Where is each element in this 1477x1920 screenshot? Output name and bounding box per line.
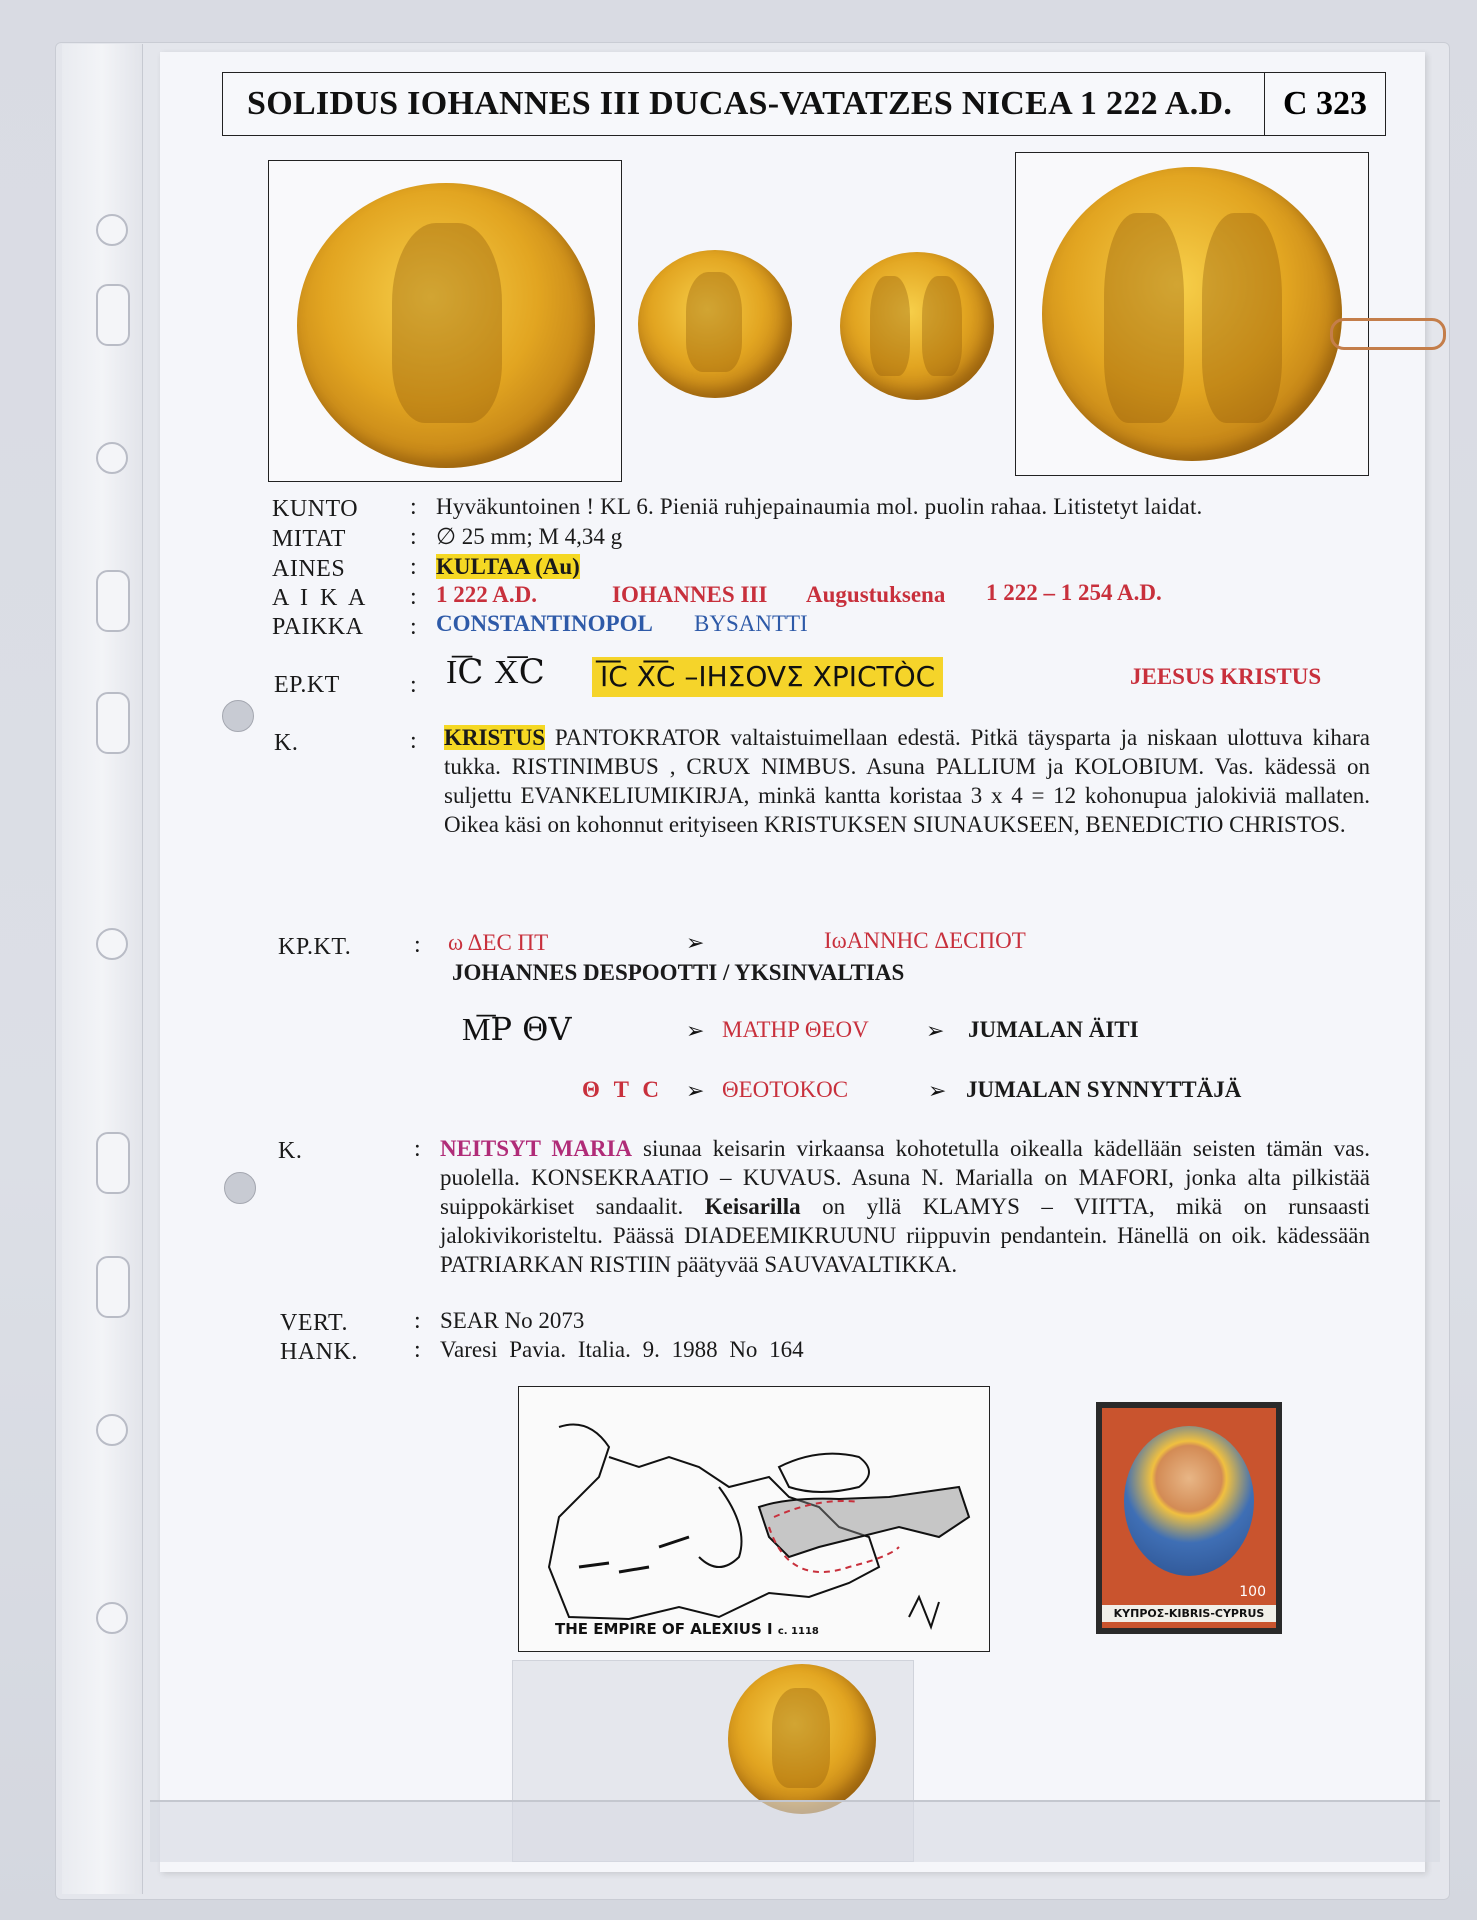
stamp-country: ΚΥΠΡΟΣ-KIBRIS-CYPRUS xyxy=(1102,1605,1276,1622)
actual-coin xyxy=(728,1664,876,1814)
arrow-icon: ➢ xyxy=(686,930,705,955)
paperclip xyxy=(1330,318,1446,350)
hank-value: Varesi Pavia. Italia. 9. 1988 No 164 xyxy=(440,1337,804,1362)
aines-value: KULTAA (Au) xyxy=(436,554,580,579)
reverse-coin-small-image xyxy=(840,252,994,400)
reverse-coin-image xyxy=(1042,167,1342,461)
sleeve-bottom-edge xyxy=(150,1800,1440,1862)
obverse-photo-frame xyxy=(268,160,622,482)
aika-year: 1 222 A.D. xyxy=(436,582,537,607)
k1-highlight: KRISTUS xyxy=(444,725,545,750)
kpkt-translation-3: JUMALAN SYNNYTTÄJÄ xyxy=(966,1077,1242,1102)
page-title: SOLIDUS IOHANNES III DUCAS-VATATZES NICEA 1 222 A.D. xyxy=(247,85,1233,122)
title-box xyxy=(222,72,1386,136)
stamp-value: 100 xyxy=(1239,1584,1266,1600)
k2-highlight: NEITSYT MARIA xyxy=(440,1136,633,1161)
kpkt-translation: JOHANNES DESPOOTTI / YKSINVALTIAS xyxy=(452,960,905,985)
binder-slot xyxy=(96,570,130,632)
epkt-meaning: JEESUS KRISTUS xyxy=(1130,664,1322,689)
k2-label: K. xyxy=(278,1138,303,1164)
aika-role: Augustuksena xyxy=(806,582,946,607)
map-caption: THE EMPIRE OF ALEXIUS I c. 1118 xyxy=(555,1620,819,1638)
kpkt-greek-left: ω ΔΕC ΠΤ xyxy=(448,930,549,955)
kunto-label: KUNTO xyxy=(272,496,359,522)
christ-portrait-icon xyxy=(1124,1426,1254,1576)
arrow-icon: ➢ xyxy=(928,1078,947,1103)
epkt-monogram: I͞C X͞C xyxy=(446,652,545,692)
binder-punch-hole xyxy=(96,214,128,246)
mitat-label: MITAT xyxy=(272,526,346,552)
paikka-label: PAIKKA xyxy=(272,614,364,640)
kpkt-greek-right: IωANNHC ΔECΠOT xyxy=(824,928,1026,953)
k1-text: PANTOKRATOR valtaistuimellaan edestä. Pitkä täysparta ja niskaan ulottuva kihara tukka. RISTINIMBUS , CRUX NIMBUS. Asuna PALLIUM ja KOLOBIUM. Vas. kädessä on suljettu EVANKELIUMIKIRJA, minkä kantta koristaa 3 x 4 = 12 kohonupua jalokiviä mallaten. Oikea käsi on kohonnut erityiseen KRISTUKSEN SIUNAUKSEEN, BENEDICTIO CHRISTOS. xyxy=(444,725,1370,837)
paikka-region: BYSANTTI xyxy=(694,611,808,636)
binder-slot xyxy=(96,284,130,346)
obverse-coin-image xyxy=(297,183,595,468)
binder-punch-hole xyxy=(96,1602,128,1634)
aika-span: 1 222 – 1 254 A.D. xyxy=(986,580,1162,605)
vert-label: VERT. xyxy=(280,1310,348,1336)
page-hole xyxy=(224,1172,256,1204)
kpkt-greek-3: ΘEOTOKOC xyxy=(722,1077,849,1102)
binder-punch-hole xyxy=(96,442,128,474)
kpkt-greek-2: MATHP ΘEOV xyxy=(722,1017,869,1042)
aika-label: A I K A xyxy=(272,585,369,611)
epkt-greek-legend: I͞C X͞C –IHΣOVΣ XPICTÒC xyxy=(592,657,943,697)
k2-bold-word: Keisarilla xyxy=(704,1194,801,1219)
arrow-icon: ➢ xyxy=(926,1018,945,1043)
cyprus-stamp xyxy=(1096,1402,1282,1634)
paikka-city: CONSTANTINOPOL xyxy=(436,611,653,636)
map-outline-icon xyxy=(519,1387,989,1651)
k1-label: K. xyxy=(274,730,299,756)
mitat-value: ∅ 25 mm; M 4,34 g xyxy=(436,524,623,549)
arrow-icon: ➢ xyxy=(686,1078,705,1103)
kpkt-label: KP.KT. xyxy=(278,934,352,960)
page-hole xyxy=(222,700,254,732)
kpkt-monogram-2: M͞P ΘV xyxy=(462,1010,572,1048)
k2-text-b: on yllä KLAMYS – VIITTA, mikä on runsaasti jalokivikoristeltu. Päässä DIADEEMIKRUUNU riippuvin pendantein. Hänellä on oik. kädessään PATRIARKAN RISTIIN päätyvää SAUVAVALTIKKA. xyxy=(440,1194,1371,1277)
binder-punch-hole xyxy=(96,1414,128,1446)
binder-punch-hole xyxy=(96,928,128,960)
catalog-number: C 323 xyxy=(1264,73,1385,135)
aines-label: AINES xyxy=(272,556,346,582)
kpkt-monogram-3: Θ T C xyxy=(582,1077,663,1102)
binder-slot xyxy=(96,692,130,754)
obverse-coin-small-image xyxy=(638,250,792,398)
arrow-icon: ➢ xyxy=(686,1018,705,1043)
reverse-photo-frame xyxy=(1015,152,1369,476)
empire-map xyxy=(518,1386,990,1652)
k1-description xyxy=(444,723,1370,839)
vert-value: SEAR No 2073 xyxy=(440,1308,585,1333)
kunto-value: Hyväkuntoinen ! KL 6. Pieniä ruhjepainaumia mol. puolin rahaa. Litistetyt laidat. xyxy=(436,494,1203,519)
binder-slot xyxy=(96,1256,130,1318)
k2-text-a: siunaa keisarin virkaansa kohotetulla oikealla kädellään seisten tämän vas. puolella. KONSEKRAATIO – KUVAUS. Asuna N. Marialla on MAFORI, jonka alta pilkistää suippokärkiset sandaalit. xyxy=(440,1136,1370,1219)
binder-slot xyxy=(96,1132,130,1194)
epkt-label: EP.KT xyxy=(274,672,340,698)
k2-description xyxy=(440,1134,1370,1279)
kpkt-translation-2: JUMALAN ÄITI xyxy=(968,1017,1139,1042)
hank-label: HANK. xyxy=(280,1339,358,1365)
aika-ruler: IOHANNES III xyxy=(612,582,768,607)
